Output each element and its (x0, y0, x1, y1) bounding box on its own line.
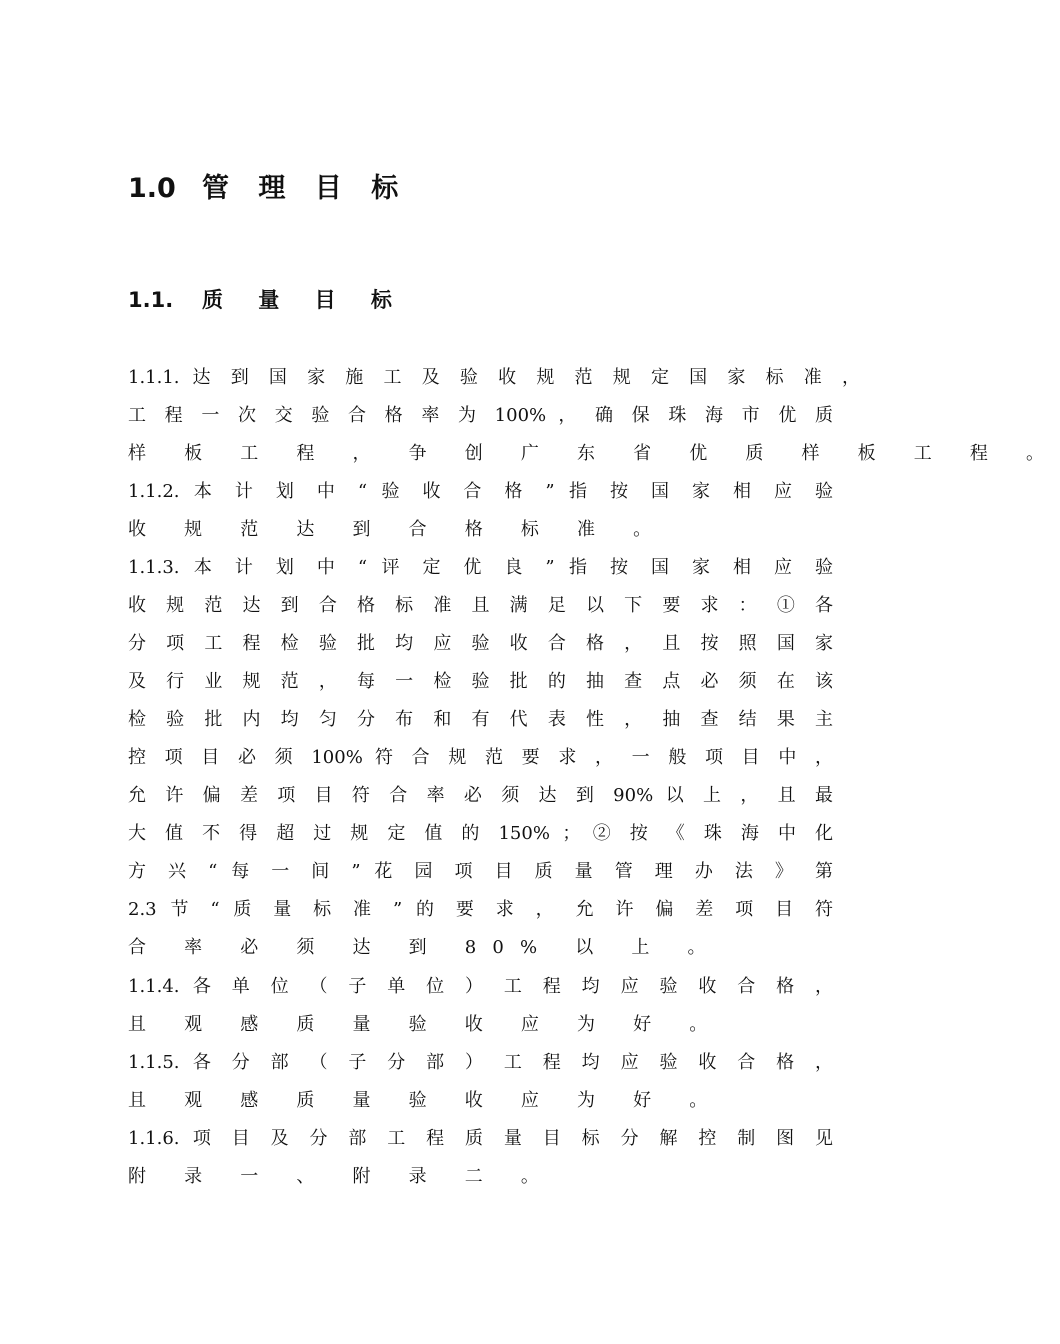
subsection-title: 质 量 目 标 (202, 288, 406, 312)
text-line: 附 录 一 、 附 录 二 。 (128, 1166, 556, 1187)
text-line: 允 许 偏 差 项 目 符 合 率 必 须 达 到 90% 以 上 ， 且 最 (128, 785, 833, 806)
text-line: 收 规 范 达 到 合 格 标 准 且 满 足 以 下 要 求 ： ① 各 (128, 595, 833, 616)
text-line: 分 项 工 程 检 验 批 均 应 验 收 合 格 ， 且 按 照 国 家 (128, 633, 833, 654)
section-title: 管 理 目 标 (202, 173, 409, 204)
subsection-number: 1.1. (128, 288, 174, 312)
text-line: 且 观 感 质 量 验 收 应 为 好 。 (128, 1090, 724, 1111)
text-line: 及 行 业 规 范 ， 每 一 检 验 批 的 抽 查 点 必 须 在 该 (128, 671, 833, 692)
text-line: 工 程 一 次 交 验 合 格 率 为 100% ， 确 保 珠 海 市 优 质 (128, 405, 833, 426)
text-line: 收 规 范 达 到 合 格 标 准 。 (128, 519, 668, 540)
section-heading (128, 166, 408, 205)
text-line: 1.1.6. 项 目 及 分 部 工 程 质 量 目 标 分 解 控 制 图 见 (128, 1128, 833, 1149)
text-line: 1.1.5. 各 分 部 （ 子 分 部 ） 工 程 均 应 验 收 合 格 ， (128, 1052, 833, 1073)
text-line: 1.1.2. 本 计 划 中 “ 验 收 合 格 ” 指 按 国 家 相 应 验 (128, 481, 833, 502)
text-line: 合 率 必 须 达 到 80% 以 上 。 (128, 937, 722, 958)
subsection-heading (128, 284, 406, 314)
text-line: 样 板 工 程 ， 争 创 广 东 省 优 质 样 板 工 程 。 (128, 443, 1060, 464)
text-line: 2.3 节 “ 质 量 标 准 ” 的 要 求 ， 允 许 偏 差 项 目 符 (128, 899, 833, 920)
text-line: 大 值 不 得 超 过 规 定 值 的 150% ； ② 按 《 珠 海 中 化 (128, 823, 833, 844)
text-line: 1.1.3. 本 计 划 中 “ 评 定 优 良 ” 指 按 国 家 相 应 验 (128, 557, 833, 578)
section-number: 1.0 (128, 173, 176, 204)
text-line: 控 项 目 必 须 100% 符 合 规 范 要 求 ， 一 般 项 目 中 ， (128, 747, 833, 768)
text-line: 1.1.4. 各 单 位 （ 子 单 位 ） 工 程 均 应 验 收 合 格 ， (128, 976, 833, 997)
text-line: 方 兴 “ 每 一 间 ” 花 园 项 目 质 量 管 理 办 法 》 第 (128, 861, 833, 882)
text-line: 1.1.1. 达 到 国 家 施 工 及 验 收 规 范 规 定 国 家 标 准 ， (128, 367, 860, 388)
text-line: 且 观 感 质 量 验 收 应 为 好 。 (128, 1014, 724, 1035)
text-line: 检 验 批 内 均 匀 分 布 和 有 代 表 性 ， 抽 查 结 果 主 (128, 709, 833, 730)
